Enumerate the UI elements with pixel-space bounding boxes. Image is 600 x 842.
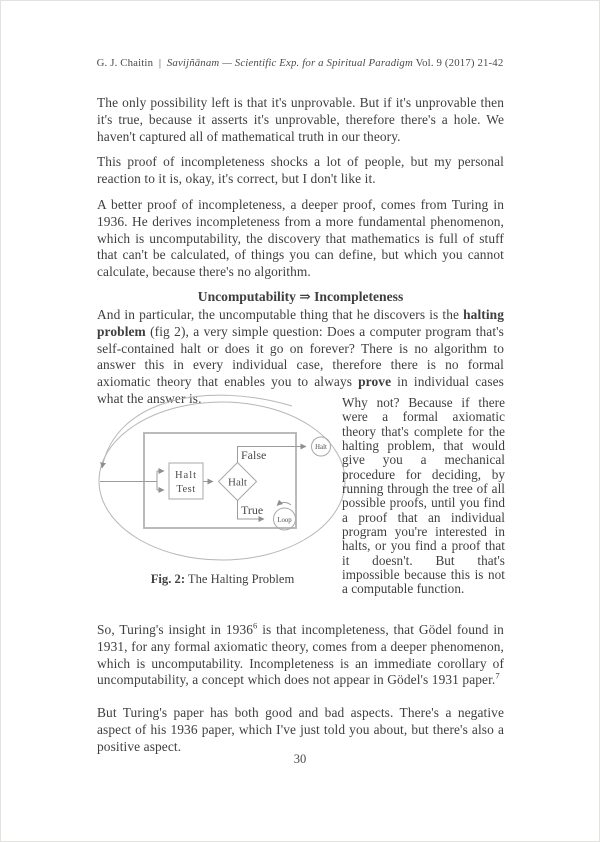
- loop-self-arrow: [277, 502, 291, 505]
- halt-test-label-line1: Halt: [174, 470, 198, 481]
- paragraph-turing-insight: So, Turing's insight in 1936$^6$ is that incompleteness, that Gödel found in 1931, for any formal axiomatic theory, comes from a deeper phenomenon, which is uncomputability. Incompleteness is an immediate corollary of uncomputability, a concept which does not appear in Gödel's 1931 paper.$^7$: [97, 620, 504, 688]
- halt-test-label-line2: Test: [176, 484, 196, 495]
- paragraph-good-bad-aspects: But Turing's paper has both good and bad aspects. There's a negative aspect of his 1936 paper, which I've just told you about, but there's also a positive aspect.: [97, 705, 504, 754]
- header-journal: Savijñānam — Scientific Exp. for a Spiritual Paradigm: [166, 57, 413, 69]
- paragraph-unprovable: The only possibility left is that it's unprovable. But if it's unprovable then it's true, because it asserts it's unprovable, therefore there's a hole. We haven't captured all of mathematical truth in our theory.: [97, 95, 504, 144]
- paragraph-halting-problem: And in particular, the uncomputable thing that he discovers is the halting problem (fig 2), a very simple question: Does a computer program that's self-contained halt or does it go on forever? There is no algorithm to answer this in every individual case, therefore there is no formal axiomatic theory that enables you to always prove in individual cases what the answer is.: [97, 307, 504, 406]
- halt-state-label: Halt: [315, 444, 327, 451]
- loop-state-label: Loop: [277, 517, 292, 524]
- bold-halting-problem: halting problem: [97, 307, 504, 339]
- section-heading: Uncomputability ⇒ Incompleteness: [197, 289, 404, 304]
- paragraph-turing-1936: A better proof of incompleteness, a deeper proof, comes from Turing in 1936. He derives incompleteness from a more fundamental phenomenon, which is uncomputability, the discovery that mathematics is full of stuff that can't be calculated, of things you can define, but which you cannot calculate, because there's no algorithm.: [97, 197, 504, 280]
- footnote-ref-6: 6: [253, 620, 258, 631]
- figure-caption: [85, 572, 360, 587]
- running-header: [0, 57, 600, 69]
- true-branch-label: True: [241, 503, 264, 517]
- header-volume: Vol. 9 (2017) 21-42: [415, 57, 504, 69]
- diamond-label: Halt: [228, 476, 247, 489]
- header-separator: |: [155, 57, 164, 69]
- figure-caption-text: The Halting Problem: [185, 572, 295, 586]
- halting-problem-diagram: [85, 393, 347, 569]
- figure-side-text: Why not? Because if there were a formal axiomatic theory that's complete for the halting problem, that would give you a mechanical procedure for deciding, by running through the tree of all possible proofs, until you find a proof that an individual program you're interested in halts, or you find a proof that it doesn't. But that's impossible because this is not a computable function.: [342, 395, 505, 597]
- bold-prove: prove: [358, 374, 392, 390]
- footnote-ref-7: 7: [495, 670, 500, 681]
- page-number: 30: [293, 752, 307, 766]
- header-author: G. J. Chaitin: [96, 57, 154, 69]
- figure-caption-label: Fig. 2:: [150, 572, 186, 586]
- paragraph-shocks: This proof of incompleteness shocks a lot of people, but my personal reaction to it is, okay, it's correct, but I don't like it.: [97, 154, 504, 186]
- false-branch-label: False: [241, 448, 267, 462]
